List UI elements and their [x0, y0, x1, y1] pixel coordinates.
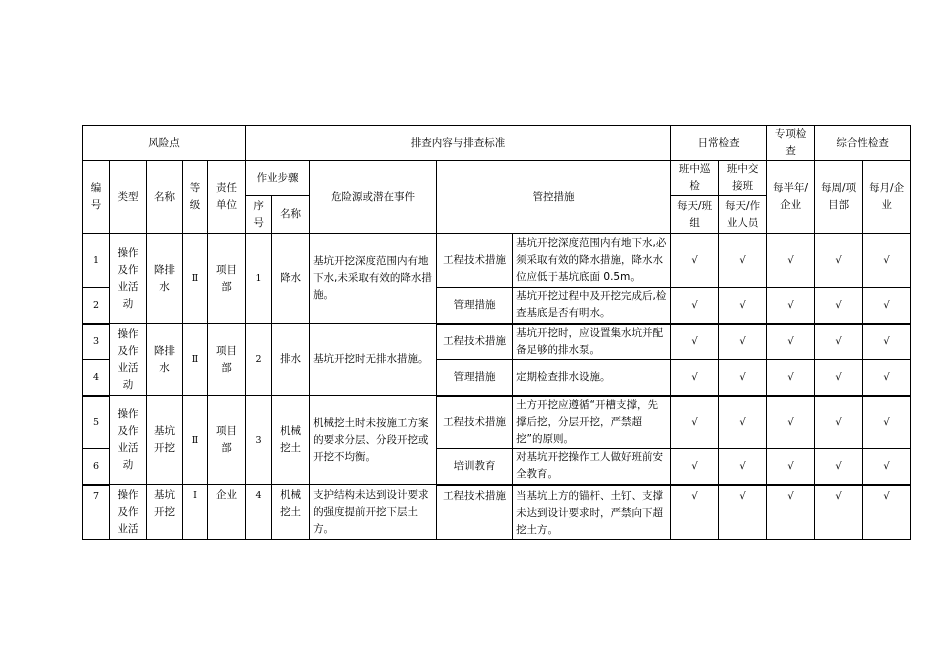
- row-number: 6: [83, 449, 110, 485]
- hazard-description: 基坑开挖时无排水措施。: [310, 324, 437, 396]
- row-number: 2: [83, 288, 110, 324]
- risk-level: Ⅱ: [183, 234, 208, 324]
- check-mark: √: [815, 234, 863, 288]
- header-monthly: 每月/企业: [863, 161, 911, 234]
- check-mark: √: [863, 288, 911, 324]
- step-name: 机械挖土: [272, 396, 310, 485]
- header-shift-patrol: 班中巡检: [671, 161, 719, 196]
- row-number: 1: [83, 234, 110, 288]
- risk-name: 降排水: [147, 234, 183, 324]
- risk-type: 操作及作业活动: [110, 324, 147, 396]
- header-level: 等级: [183, 161, 208, 234]
- check-mark: √: [719, 449, 767, 485]
- check-mark: √: [671, 324, 719, 360]
- check-mark: √: [815, 396, 863, 449]
- risk-level: Ⅱ: [183, 324, 208, 396]
- check-mark: √: [863, 234, 911, 288]
- step-number: 2: [246, 324, 272, 396]
- responsible-unit: 项目部: [208, 234, 246, 324]
- check-mark: √: [767, 449, 815, 485]
- risk-level: Ⅱ: [183, 396, 208, 485]
- table-row: [83, 234, 911, 288]
- check-mark: √: [815, 324, 863, 360]
- header-work-steps: 作业步骤: [246, 161, 310, 196]
- step-number: 1: [246, 234, 272, 324]
- row-number: 4: [83, 360, 110, 396]
- control-type: 工程技术措施: [437, 485, 513, 540]
- header-control: 管控措施: [437, 161, 671, 234]
- check-mark: √: [863, 485, 911, 540]
- risk-type: 操作及作业活动: [110, 234, 147, 324]
- step-name: 机械挖土: [272, 485, 310, 540]
- risk-name: 降排水: [147, 324, 183, 396]
- header-hazard: 危险源或潜在事件: [310, 161, 437, 234]
- header-serial: 编号: [83, 161, 110, 234]
- control-measure: 对基坑开挖操作工人做好班前安全教育。: [513, 449, 671, 485]
- check-mark: √: [815, 360, 863, 396]
- risk-level: Ⅰ: [183, 485, 208, 540]
- row-number: 7: [83, 485, 110, 540]
- control-type: 管理措施: [437, 360, 513, 396]
- header-name: 名称: [147, 161, 183, 234]
- header-comprehensive-check: 综合性检查: [815, 126, 911, 161]
- control-type: 工程技术措施: [437, 396, 513, 449]
- check-mark: √: [671, 360, 719, 396]
- step-name: 降水: [272, 234, 310, 324]
- check-mark: √: [815, 449, 863, 485]
- control-type: 工程技术措施: [437, 324, 513, 360]
- check-mark: √: [767, 360, 815, 396]
- control-measure: 基坑开挖过程中及开挖完成后,检查基底是否有明水。: [513, 288, 671, 324]
- check-mark: √: [671, 485, 719, 540]
- table-row: [83, 324, 911, 360]
- header-shift-handover: 班中交接班: [719, 161, 767, 196]
- hazard-description: 支护结构未达到设计要求的强度提前开挖下层土方。: [310, 485, 437, 540]
- hazard-description: 机械挖土时未按施工方案的要求分层、分段开挖或开挖不均衡。: [310, 396, 437, 485]
- responsible-unit: 项目部: [208, 396, 246, 485]
- check-mark: √: [719, 485, 767, 540]
- check-mark: √: [767, 485, 815, 540]
- check-mark: √: [767, 324, 815, 360]
- row-number: 5: [83, 396, 110, 449]
- control-measure: 基坑开挖时，应设置集水坑并配备足够的排水泵。: [513, 324, 671, 360]
- risk-name: 基坑开挖: [147, 485, 183, 540]
- check-mark: √: [815, 288, 863, 324]
- control-type: 工程技术措施: [437, 234, 513, 288]
- header-check-content: 排查内容与排查标准: [246, 126, 671, 161]
- header-step-no: 序号: [246, 196, 272, 234]
- control-measure: 定期检查排水设施。: [513, 360, 671, 396]
- check-mark: √: [767, 234, 815, 288]
- responsible-unit: 项目部: [208, 324, 246, 396]
- check-mark: √: [863, 449, 911, 485]
- check-mark: √: [671, 449, 719, 485]
- check-mark: √: [863, 360, 911, 396]
- risk-name: 基坑开挖: [147, 396, 183, 485]
- check-mark: √: [671, 234, 719, 288]
- header-unit: 责任单位: [208, 161, 246, 234]
- responsible-unit: 企业: [208, 485, 246, 540]
- header-daily-group: 每天/班组: [671, 196, 719, 234]
- header-risk-point: 风险点: [83, 126, 246, 161]
- control-measure: 当基坑上方的锚杆、土钉、支撑未达到设计要求时，严禁向下超挖土方。: [513, 485, 671, 540]
- check-mark: √: [719, 396, 767, 449]
- table-row: [83, 485, 911, 540]
- check-mark: √: [671, 396, 719, 449]
- risk-check-table: [82, 125, 911, 540]
- control-type: 培训教育: [437, 449, 513, 485]
- check-mark: √: [719, 360, 767, 396]
- header-weekly: 每周/项目部: [815, 161, 863, 234]
- check-mark: √: [863, 396, 911, 449]
- check-mark: √: [767, 396, 815, 449]
- header-half-year: 每半年/企业: [767, 161, 815, 234]
- header-step-name: 名称: [272, 196, 310, 234]
- risk-type: 操作及作业活动: [110, 396, 147, 485]
- check-mark: √: [815, 485, 863, 540]
- header-type: 类型: [110, 161, 147, 234]
- header-special-check: 专项检查: [767, 126, 815, 161]
- control-measure: 土方开挖应遵循“开槽支撑，先撑后挖，分层开挖，严禁超挖”的原则。: [513, 396, 671, 449]
- check-mark: √: [863, 324, 911, 360]
- step-number: 4: [246, 485, 272, 540]
- risk-type: 操作及作业活: [110, 485, 147, 540]
- control-type: 管理措施: [437, 288, 513, 324]
- step-name: 排水: [272, 324, 310, 396]
- check-mark: √: [719, 234, 767, 288]
- check-mark: √: [719, 324, 767, 360]
- check-mark: √: [767, 288, 815, 324]
- step-number: 3: [246, 396, 272, 485]
- table-row: [83, 396, 911, 449]
- header-daily-check: 日常检查: [671, 126, 767, 161]
- header-daily-worker: 每天/作业人员: [719, 196, 767, 234]
- check-mark: √: [719, 288, 767, 324]
- check-mark: √: [671, 288, 719, 324]
- hazard-description: 基坑开挖深度范围内有地下水,未采取有效的降水措施。: [310, 234, 437, 324]
- row-number: 3: [83, 324, 110, 360]
- control-measure: 基坑开挖深度范围内有地下水,必须采取有效的降水措施，降水水位应低于基坑底面 0.5m。: [513, 234, 671, 288]
